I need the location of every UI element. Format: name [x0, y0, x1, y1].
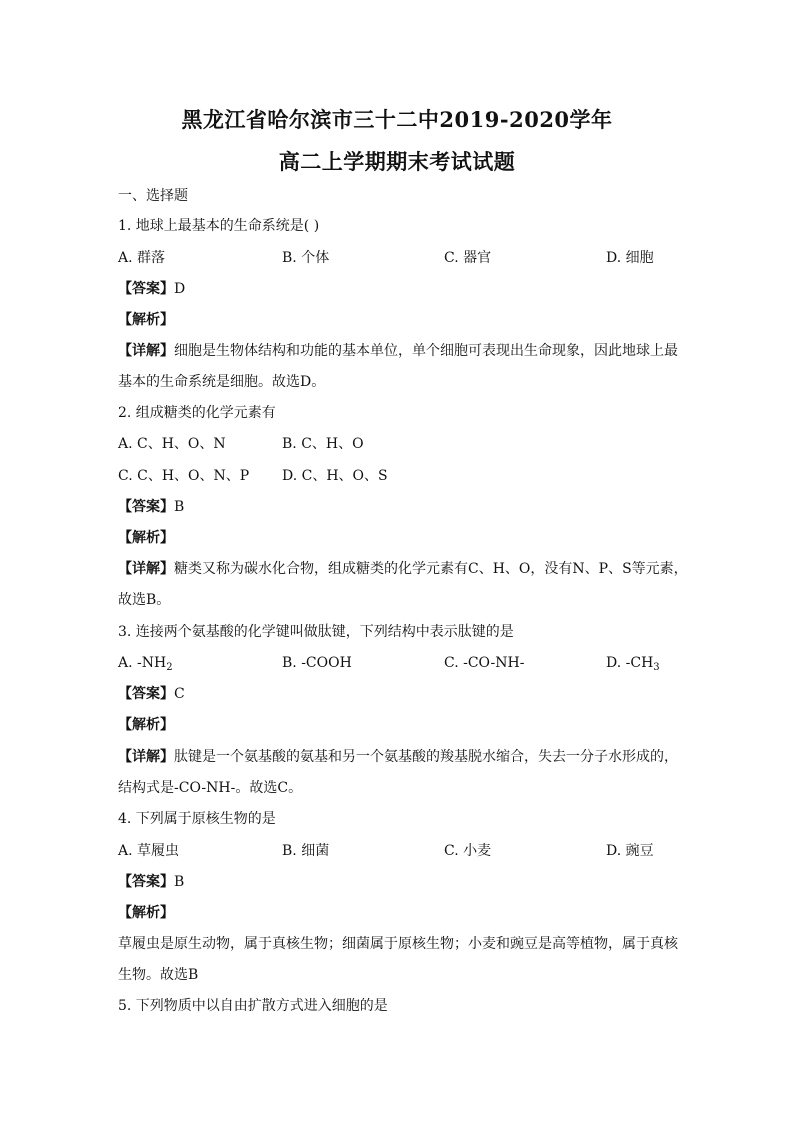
answer-label: 【答案】 — [118, 686, 174, 702]
q2-analysis-label: 【解析】 — [118, 530, 174, 546]
detail-label: 【详解】 — [118, 343, 174, 359]
q1-detail-line1 — [118, 341, 684, 361]
q2-answer-value: B — [174, 499, 185, 515]
q1-answer — [118, 279, 684, 299]
q3-option-c-text: C. -CO-NH- — [444, 655, 525, 671]
q2-option-c: C. C、H、O、N、P — [118, 468, 250, 484]
question-3-stem: 3. 连接两个氨基酸的化学键叫做肽键，下列结构中表示肽键的是 — [118, 624, 514, 640]
q3-option-d — [606, 653, 660, 673]
answer-label: 【答案】 — [118, 499, 174, 515]
q3-option-d-sub: 3 — [653, 662, 660, 673]
detail-label: 【详解】 — [118, 749, 174, 765]
question-5-stem: 5. 下列物质中以自由扩散方式进入细胞的是 — [118, 998, 388, 1014]
q1-detail-text: 细胞是生物体结构和功能的基本单位，单个细胞可表现出生命现象，因此地球上最 — [174, 343, 678, 359]
q3-option-b-text: B. -COOH — [282, 655, 352, 671]
q4-analysis-label: 【解析】 — [118, 905, 174, 921]
q2-option-b: B. C、H、O — [282, 436, 364, 452]
detail-label: 【详解】 — [118, 561, 174, 577]
q3-option-a-sub: 2 — [166, 662, 173, 673]
q1-detail-line2: 基本的生命系统是细胞。故选D。 — [118, 374, 326, 390]
q2-option-a: A. C、H、O、N — [118, 436, 226, 452]
q2-detail-text: 糖类又称为碳水化合物，组成糖类的化学元素有C、H、O，没有N、P、S等元素， — [174, 561, 688, 577]
document-title-line2: 高二上学期期末考试试题 — [278, 149, 516, 174]
q4-option-b: B. 细菌 — [282, 843, 330, 859]
q3-detail-text: 肽键是一个氨基酸的氨基和另一个氨基酸的羧基脱水缩合，失去一分子水形成的， — [174, 749, 678, 765]
q3-option-d-text: D. -CH — [606, 655, 654, 671]
q3-answer — [118, 684, 684, 704]
q4-option-c: C. 小麦 — [444, 843, 492, 859]
q3-answer-value: C — [174, 686, 185, 702]
q3-option-a — [118, 653, 173, 673]
answer-label: 【答案】 — [118, 281, 174, 297]
q2-option-d: D. C、H、O、S — [282, 468, 388, 484]
q2-detail-line2: 故选B。 — [118, 592, 171, 608]
q4-option-a: A. 草履虫 — [118, 843, 180, 859]
q1-answer-value: D — [174, 281, 186, 297]
q2-answer — [118, 497, 684, 517]
section-heading: 一、选择题 — [118, 188, 188, 204]
q4-answer — [118, 872, 684, 892]
q3-analysis-label: 【解析】 — [118, 717, 174, 733]
q1-option-d: D. 细胞 — [606, 250, 654, 266]
question-1-stem: 1. 地球上最基本的生命系统是( ) — [118, 218, 320, 234]
q3-option-b — [282, 653, 352, 673]
q4-analysis-line2: 生物。故选B — [118, 967, 199, 983]
question-4-stem: 4. 下列属于原核生物的是 — [118, 811, 276, 827]
q1-option-b: B. 个体 — [282, 250, 330, 266]
q2-detail-line1 — [118, 559, 688, 579]
question-2-stem: 2. 组成糖类的化学元素有 — [118, 405, 276, 421]
document-title-line1: 黑龙江省哈尔滨市三十二中2019-2020学年 — [181, 107, 613, 132]
q4-option-d: D. 豌豆 — [606, 843, 654, 859]
answer-label: 【答案】 — [118, 874, 174, 890]
q1-analysis-label: 【解析】 — [118, 312, 174, 328]
q3-detail-line2: 结构式是-CO-NH-。故选C。 — [118, 780, 303, 796]
q3-detail-line1 — [118, 747, 684, 767]
q1-option-a: A. 群落 — [118, 250, 166, 266]
q4-answer-value: B — [174, 874, 185, 890]
q3-option-a-text: A. -NH — [118, 655, 167, 671]
q4-analysis-line1: 草履虫是原生动物，属于真核生物；细菌属于原核生物；小麦和豌豆是高等植物，属于真核 — [118, 936, 678, 952]
q1-option-c: C. 器官 — [444, 250, 492, 266]
q3-option-c — [444, 653, 524, 673]
